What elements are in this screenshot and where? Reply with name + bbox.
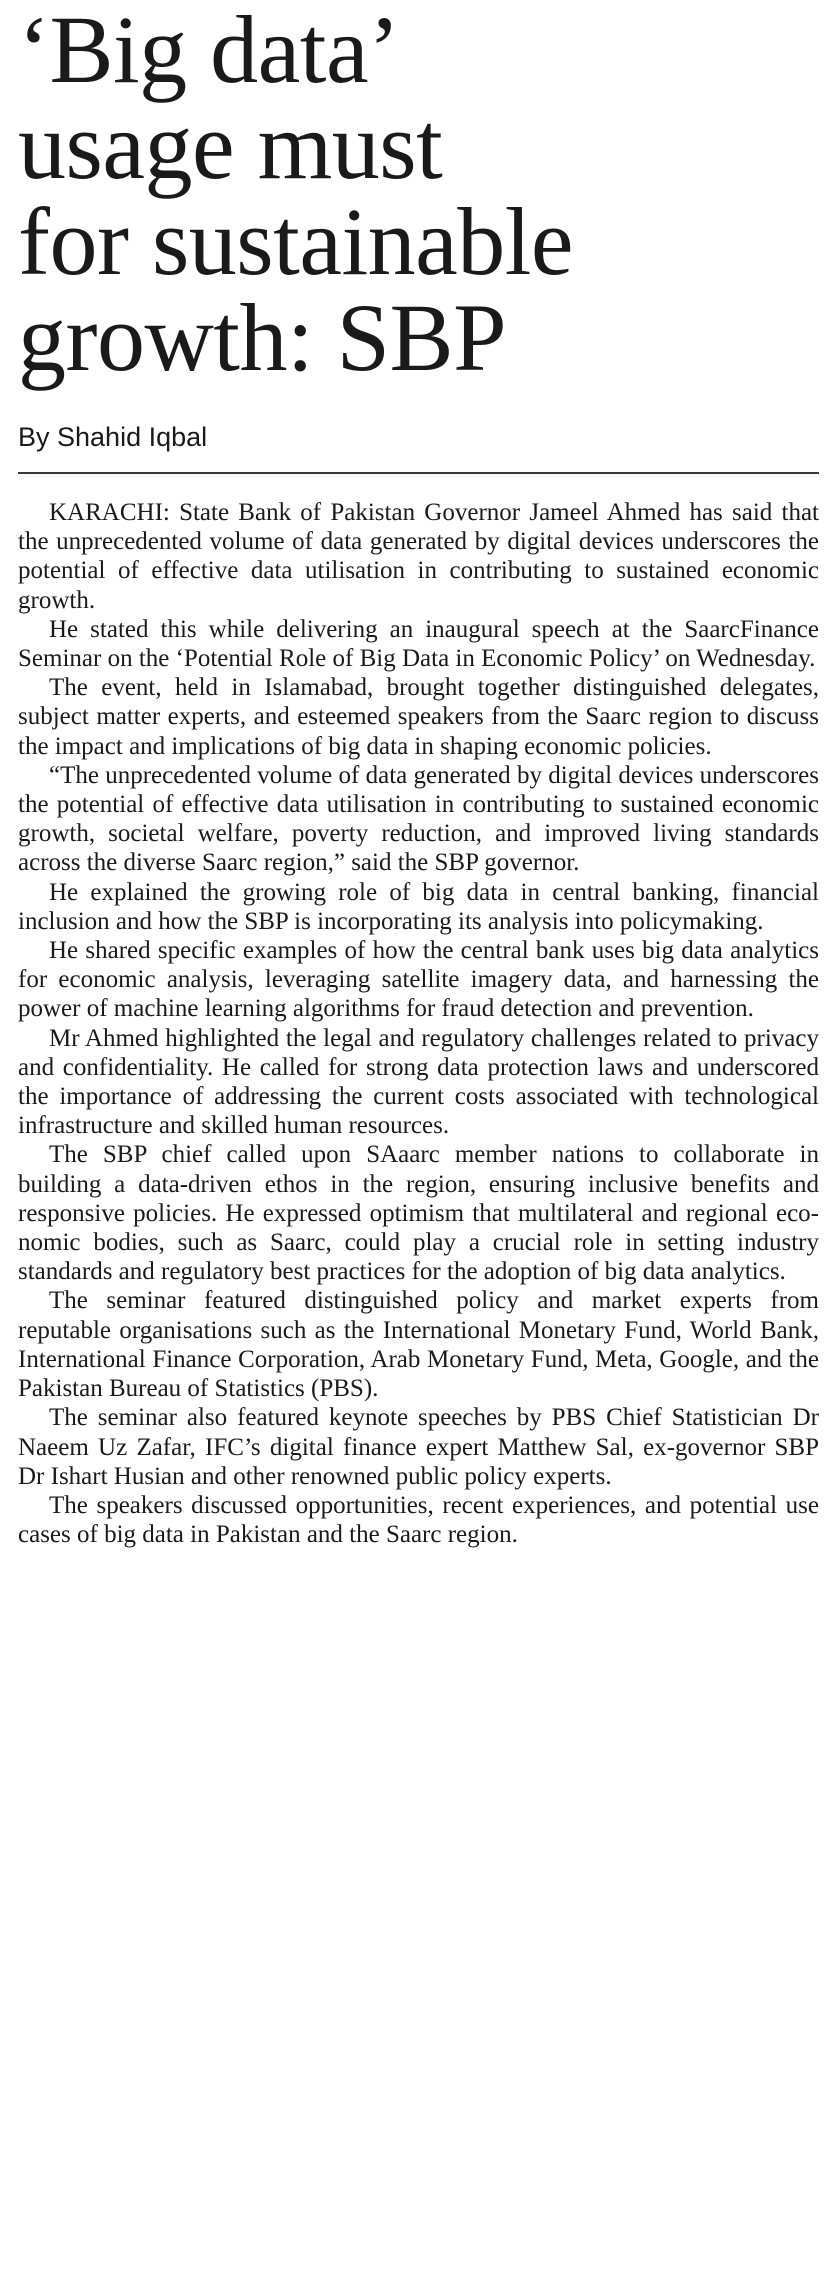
byline: By Shahid Iqbal <box>18 422 208 452</box>
article-paragraph: He explained the growing role of big data in central banking, financial inclusion and how the SBP is incorporating its analysis into policymaking. <box>18 878 819 935</box>
article-paragraph: The speakers discussed opportunities, recent experiences, and potential use cases of big data in Pakistan and the Saarc region. <box>18 1491 819 1549</box>
article-paragraph: He stated this while delivering an inaugural speech at the SaarcFinance Seminar on the ‘Potential Role of Big Data in Economic Policy’ on Wednesday. <box>18 615 819 673</box>
byline-divider <box>18 472 819 474</box>
headline-line: for sustainable <box>18 188 573 295</box>
headline-line: growth: SBP <box>18 284 506 391</box>
article-paragraph: “The unprecedented volume of data generated by digital devices underscores the potential of effective data utilisation in contributing to sustained economic growth, societal welfare, poverty reduction, and improved living standards across the diverse Saarc region,” said the SBP governor. <box>18 761 819 877</box>
headline-line: ‘Big data’ <box>18 0 400 103</box>
article-body <box>18 498 819 1549</box>
article-paragraph: The event, held in Islamabad, brought together distinguished delegates, subject matter experts, and esteemed speakers from the Saarc region to discuss the impact and implications of big data in shaping economic policies. <box>18 674 819 760</box>
article-paragraph: KARACHI: State Bank of Pakistan Governor Jameel Ahmed has said that the unprecedented volume of data generated by digital devices underscores the potential of effective data utilisation in contributing to sustained economic growth. <box>18 499 819 614</box>
headline <box>18 0 819 391</box>
article-paragraph: He shared specific examples of how the central bank uses big data analytics for economic analysis, leveraging satellite imagery data, and harnessing the power of machine learning algorithms for fraud detection and prevention. <box>18 937 819 1023</box>
headline-line: usage must <box>18 92 443 199</box>
article-paragraph: Mr Ahmed highlighted the legal and regulatory challenges related to privacy and confidentiality. He called for strong data protection laws and underscored the importance of addressing the current costs associated with technological infrastructure and skilled human resources. <box>18 1024 819 1140</box>
article-paragraph: The SBP chief called upon SAaarc member nations to collaborate in building a data-driven ethos in the region, ensuring inclusive benefits and responsive policies. He expressed optimism that multilateral and regional economic bodies, such as Saarc, could play a crucial role in setting industry standards and regulatory best practices for the adoption of big data analytics. <box>18 1141 819 1286</box>
article-paragraph: The seminar also featured keynote speeches by PBS Chief Statistician Dr Naeem Uz Zafar, IFC’s digital finance expert Matthew Sal, ex-governor SBP Dr Ishart Husian and other renowned public policy experts. <box>18 1404 819 1490</box>
article-paragraph: The seminar featured distinguished policy and market experts from reputable organisations such as the International Monetary Fund, World Bank, International Finance Corporation, Arab Monetary Fund, Meta, Google, and the Pakistan Bureau of Statistics (PBS). <box>18 1287 819 1403</box>
